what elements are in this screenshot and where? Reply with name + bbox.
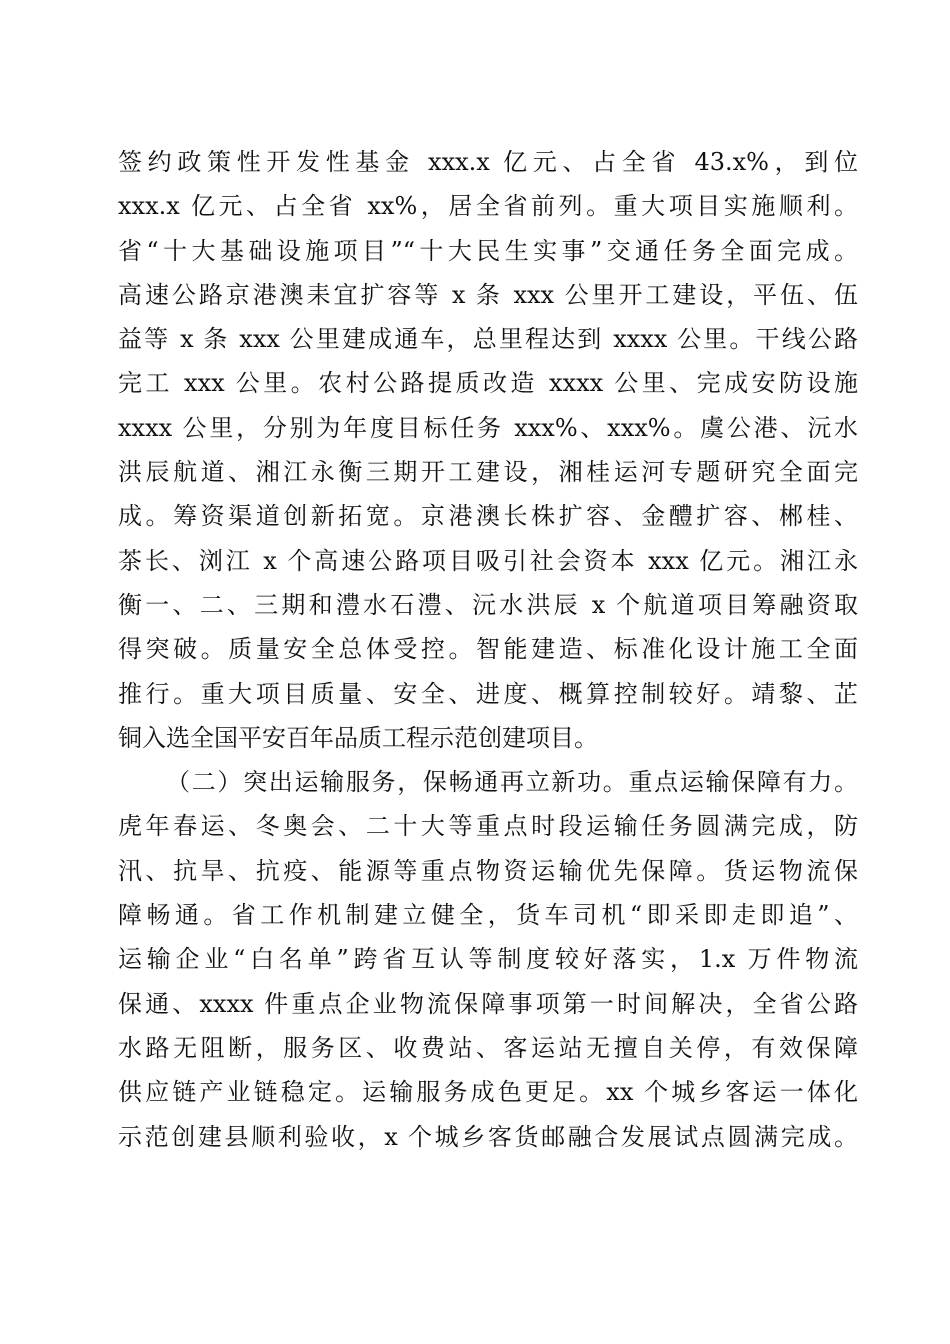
text-line: 推行。重大项目质量、安全、进度、概算控制较好。靖黎、芷	[118, 679, 858, 708]
text-line: 汛、抗旱、抗疫、能源等重点物资运输优先保障。货运物流保	[118, 856, 858, 885]
text-line: 虎年春运、冬奥会、二十大等重点时段运输任务圆满完成，防	[118, 812, 858, 841]
text-line: 衡一、二、三期和澧水石澧、沅水洪辰 x 个航道项目筹融资取	[118, 590, 858, 619]
text-line: 成。筹资渠道创新拓宽。京港澳长株扩容、金醴扩容、郴桂、	[118, 502, 858, 531]
text-line: 障畅通。省工作机制建立健全，货车司机“即采即走即追”、	[118, 901, 858, 930]
text-line: 供应链产业链稳定。运输服务成色更足。xx 个城乡客运一体化	[118, 1078, 858, 1107]
text-line: 水路无阻断，服务区、收费站、客运站无擅自关停，有效保障	[118, 1033, 858, 1062]
text-line: 高速公路京港澳耒宜扩容等 x 条 xxx 公里开工建设，平伍、伍	[118, 280, 858, 309]
text-line: xxx.x 亿元、占全省 xx%，居全省前列。重大项目实施顺利。	[118, 192, 858, 221]
text-line: 签约政策性开发性基金 xxx.x 亿元、占全省 43.x%，到位	[118, 148, 858, 176]
body-text	[118, 140, 858, 1159]
text-line: xxxx 公里，分别为年度目标任务 xxx%、xxx%。虞公港、沅水	[118, 413, 858, 442]
text-line: 保通、xxxx 件重点企业物流保障事项第一时间解决，全省公路	[118, 989, 858, 1018]
text-line: 省“十大基础设施项目”“十大民生实事”交通任务全面完成。	[118, 236, 858, 265]
text-line: 茶长、浏江 x 个高速公路项目吸引社会资本 xxx 亿元。湘江永	[118, 546, 858, 575]
text-line: 益等 x 条 xxx 公里建成通车，总里程达到 xxxx 公里。干线公路	[118, 325, 858, 354]
text-line: 运输企业“白名单”跨省互认等制度较好落实，1.x 万件物流	[118, 945, 858, 974]
section-heading-line: （二）突出运输服务，保畅通再立新功。重点运输保障有力。	[166, 768, 858, 797]
text-line: 得突破。质量安全总体受控。智能建造、标准化设计施工全面	[118, 635, 858, 664]
text-line: 示范创建县顺利验收，x 个城乡客货邮融合发展试点圆满完成。	[118, 1122, 858, 1151]
paragraph-end-line: 铜入选全国平安百年品质工程示范创建项目。	[118, 723, 598, 752]
text-line: 完工 xxx 公里。农村公路提质改造 xxxx 公里、完成安防设施	[118, 369, 858, 398]
text-line: 洪辰航道、湘江永衡三期开工建设，湘桂运河专题研究全面完	[118, 458, 858, 487]
